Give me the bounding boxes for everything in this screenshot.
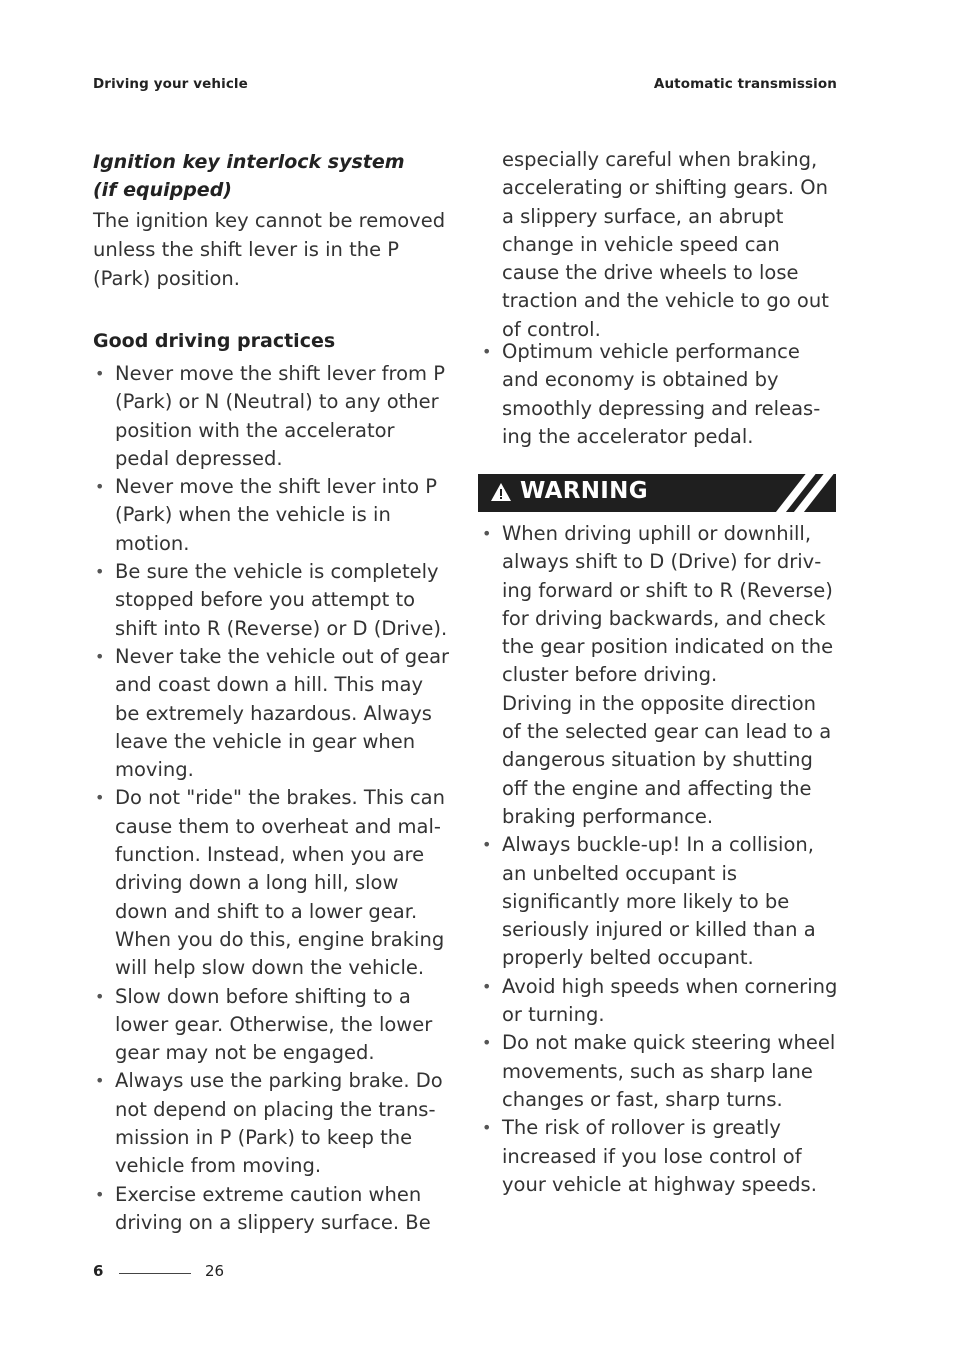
bullet-icon: • (95, 788, 105, 808)
list-item: • The risk of rollover is greatly increased if you lose control of your vehicle at highway speeds. (482, 1116, 817, 1196)
warning-label: WARNING (520, 478, 648, 504)
list-item: • Slow down before shifting to a lower gear. Otherwise, the lower gear may not be engaged. (95, 984, 433, 1065)
footer-rule (119, 1273, 191, 1274)
list-item: • Optimum vehicle performance and economy is obtained by smoothly depressing and releasing the accelerator pedal. (482, 340, 821, 448)
list-item: • Never take the vehicle out of gear and coast down a hill. This may be extremely hazardous. Always leave the vehicle in gear when moving. (95, 644, 450, 782)
list-item: • Always buckle-up! In a collision, an unbelted occupant is significantly more likely to be seriously injured or killed than a properly belted occupant. (482, 833, 816, 970)
warning-list (480, 520, 840, 1199)
bullet-icon: • (482, 1033, 492, 1053)
header-topic: Automatic transmission (653, 76, 837, 92)
warning-banner (478, 474, 836, 512)
continued-text: especially careful when braking, accelerating or shifting gears. On a slippery surface, an abrupt change in vehicle speed can cause the drive wheels to lose traction and the vehicle to go out of control. (502, 148, 829, 341)
page-number: 26 (205, 1262, 225, 1280)
list-item: • Be sure the vehicle is completely stopped before you attempt to shift into R (Reverse) or D (Drive). (95, 560, 448, 640)
practices-list (93, 360, 451, 1237)
running-header (93, 76, 837, 98)
warning-triangle-icon (490, 482, 512, 502)
list-item: • When driving uphill or downhill, always shift to D (Drive) for driving forward or shift to R (Reverse) for driving backwards, and check the gear position indicated on the cluster before driving. (482, 522, 834, 687)
list-item: • Do not make quick steering wheel movements, such as sharp lane changes or fast, sharp turns. (482, 1031, 836, 1111)
bullet-icon: • (482, 1118, 492, 1138)
list-item-continuation: Driving in the opposite direction of the selected gear can lead to a dangerous situation by shutting off the engine and affecting the braking performance. (502, 691, 832, 828)
list-item: • Always use the parking brake. Do not depend on placing the transmission in P (Park) to keep the vehicle from moving. (95, 1069, 443, 1178)
bullet-icon: • (95, 562, 105, 582)
chapter-number: 6 (93, 1262, 104, 1280)
bullet-icon: • (95, 1184, 105, 1204)
header-section: Driving your vehicle (93, 76, 248, 92)
bullet-icon: • (95, 364, 105, 383)
bullet-icon: • (482, 835, 492, 855)
section-title: Good driving practices (93, 330, 336, 352)
subheading: Ignition key interlock system (if equipped) (93, 151, 405, 201)
performance-list (480, 338, 840, 451)
list-item: • Avoid high speeds when cornering or turning. (482, 974, 838, 1027)
list-item: • Do not "ride" the brakes. This can cause them to overheat and malfunction. Instead, when you are driving down a long hill, slow down and shift to a lower gear. When you do this, engine braking will help slow down the vehicle. (95, 786, 445, 980)
list-item: • Never move the shift lever into P (Park) when the vehicle is in motion. (95, 475, 437, 555)
intro-paragraph: The ignition key cannot be removed unless the shift lever is in the P (Park) position. (93, 209, 446, 290)
bullet-icon: • (482, 342, 492, 361)
bullet-icon: • (95, 986, 105, 1006)
list-item: • Exercise extreme caution when driving on a slippery surface. Be (95, 1182, 431, 1234)
bullet-icon: • (482, 524, 492, 543)
bullet-icon: • (95, 646, 105, 666)
list-item: • Never move the shift lever from P (Park) or N (Neutral) to any other position with the accelerator pedal depressed. (95, 362, 446, 470)
bullet-icon: • (95, 477, 105, 497)
bullet-icon: • (95, 1071, 105, 1091)
bullet-icon: • (482, 976, 492, 996)
